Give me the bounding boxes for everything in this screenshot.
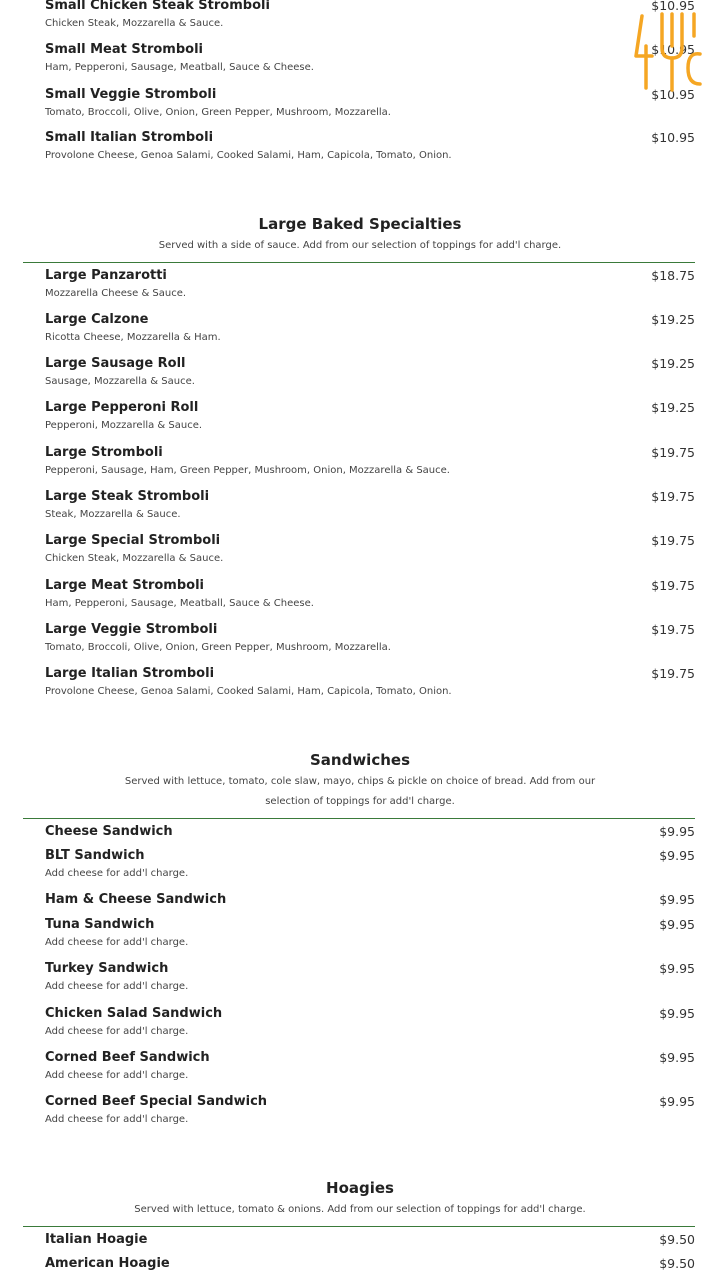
- item-description: Ham, Pepperoni, Sausage, Meatball, Sauce & Cheese.: [45, 598, 314, 609]
- item-description: Add cheese for add'l charge.: [45, 937, 189, 948]
- item-name: Cheese Sandwich: [45, 824, 173, 839]
- item-name: Large Calzone: [45, 312, 149, 327]
- item-name: Small Veggie Stromboli: [45, 87, 217, 102]
- item-description: Add cheese for add'l charge.: [45, 868, 189, 879]
- section-title: Sandwiches: [309, 751, 410, 769]
- item-price: $9.95: [659, 892, 695, 907]
- item-price: $9.95: [659, 1094, 695, 1109]
- section-divider: [23, 818, 695, 819]
- item-price: $19.75: [651, 445, 695, 460]
- item-price: $9.95: [659, 917, 695, 932]
- item-name: Large Panzarotti: [45, 268, 167, 283]
- item-description: Add cheese for add'l charge.: [45, 1026, 189, 1037]
- section-divider: [23, 1226, 695, 1227]
- item-description: Add cheese for add'l charge.: [45, 981, 189, 992]
- item-price: $19.75: [651, 489, 695, 504]
- item-price: $19.25: [651, 356, 695, 371]
- item-price: $19.25: [651, 400, 695, 415]
- item-price: $9.95: [659, 824, 695, 839]
- item-description: Tomato, Broccoli, Olive, Onion, Green Pepper, Mushroom, Mozzarella.: [45, 642, 391, 653]
- section-divider: [23, 262, 695, 263]
- item-price: $10.95: [651, 42, 695, 57]
- item-name: Corned Beef Special Sandwich: [45, 1094, 268, 1109]
- item-price: $19.75: [651, 578, 695, 593]
- item-name: Large Italian Stromboli: [45, 666, 215, 681]
- item-description: Chicken Steak, Mozzarella & Sauce.: [45, 18, 224, 29]
- item-name: Large Special Stromboli: [45, 533, 221, 548]
- section-subtitle: Served with a side of sauce. Add from our selection of toppings for add'l charge.: [158, 240, 562, 251]
- item-name: American Hoagie: [45, 1256, 170, 1271]
- item-price: $9.95: [659, 1006, 695, 1021]
- item-name: Large Veggie Stromboli: [45, 622, 218, 637]
- item-price: $10.95: [651, 130, 695, 145]
- fork-knife-logo-icon: [632, 6, 704, 96]
- item-price: $9.95: [659, 848, 695, 863]
- item-name: Tuna Sandwich: [45, 917, 155, 932]
- item-price: $19.75: [651, 533, 695, 548]
- item-name: Small Italian Stromboli: [45, 130, 214, 145]
- item-name: Large Stromboli: [45, 445, 163, 460]
- item-description: Add cheese for add'l charge.: [45, 1070, 189, 1081]
- item-price: $10.95: [651, 87, 695, 102]
- item-name: Turkey Sandwich: [45, 961, 169, 976]
- item-description: Pepperoni, Mozzarella & Sauce.: [45, 420, 203, 431]
- item-description: Provolone Cheese, Genoa Salami, Cooked Salami, Ham, Capicola, Tomato, Onion.: [45, 150, 452, 161]
- item-name: Large Meat Stromboli: [45, 578, 204, 593]
- item-price: $19.25: [651, 312, 695, 327]
- section-title: Large Baked Specialties: [258, 215, 462, 233]
- item-price: $9.50: [659, 1256, 695, 1271]
- section-title: Hoagies: [326, 1179, 394, 1197]
- item-name: Large Sausage Roll: [45, 356, 186, 371]
- item-name: Small Chicken Steak Stromboli: [45, 0, 270, 13]
- item-description: Chicken Steak, Mozzarella & Sauce.: [45, 553, 224, 564]
- item-price: $18.75: [651, 268, 695, 283]
- item-name: Ham & Cheese Sandwich: [45, 892, 227, 907]
- item-name: Large Steak Stromboli: [45, 489, 210, 504]
- item-description: Pepperoni, Sausage, Ham, Green Pepper, Mushroom, Onion, Mozzarella & Sauce.: [45, 465, 450, 476]
- item-description: Sausage, Mozzarella & Sauce.: [45, 376, 195, 387]
- item-description: Steak, Mozzarella & Sauce.: [45, 509, 181, 520]
- item-description: Ricotta Cheese, Mozzarella & Ham.: [45, 332, 221, 343]
- item-description: Provolone Cheese, Genoa Salami, Cooked Salami, Ham, Capicola, Tomato, Onion.: [45, 686, 452, 697]
- item-name: Corned Beef Sandwich: [45, 1050, 210, 1065]
- item-description: Mozzarella Cheese & Sauce.: [45, 288, 187, 299]
- item-name: Italian Hoagie: [45, 1232, 148, 1247]
- item-price: $9.95: [659, 1050, 695, 1065]
- item-name: Large Pepperoni Roll: [45, 400, 199, 415]
- item-price: $10.95: [651, 0, 695, 13]
- section-subtitle: Served with lettuce, tomato, cole slaw, mayo, chips & pickle on choice of bread. Add from our: [124, 776, 596, 787]
- section-subtitle: Served with lettuce, tomato & onions. Add from our selection of toppings for add'l charge.: [134, 1204, 586, 1215]
- item-price: $19.75: [651, 666, 695, 681]
- item-description: Add cheese for add'l charge.: [45, 1114, 189, 1125]
- item-description: Ham, Pepperoni, Sausage, Meatball, Sauce & Cheese.: [45, 62, 314, 73]
- item-name: Small Meat Stromboli: [45, 42, 203, 57]
- item-name: Chicken Salad Sandwich: [45, 1006, 223, 1021]
- item-price: $19.75: [651, 622, 695, 637]
- section-subtitle: selection of toppings for add'l charge.: [265, 796, 455, 807]
- item-name: BLT Sandwich: [45, 848, 145, 863]
- item-price: $9.50: [659, 1232, 695, 1247]
- item-price: $9.95: [659, 961, 695, 976]
- item-description: Tomato, Broccoli, Olive, Onion, Green Pepper, Mushroom, Mozzarella.: [45, 107, 391, 118]
